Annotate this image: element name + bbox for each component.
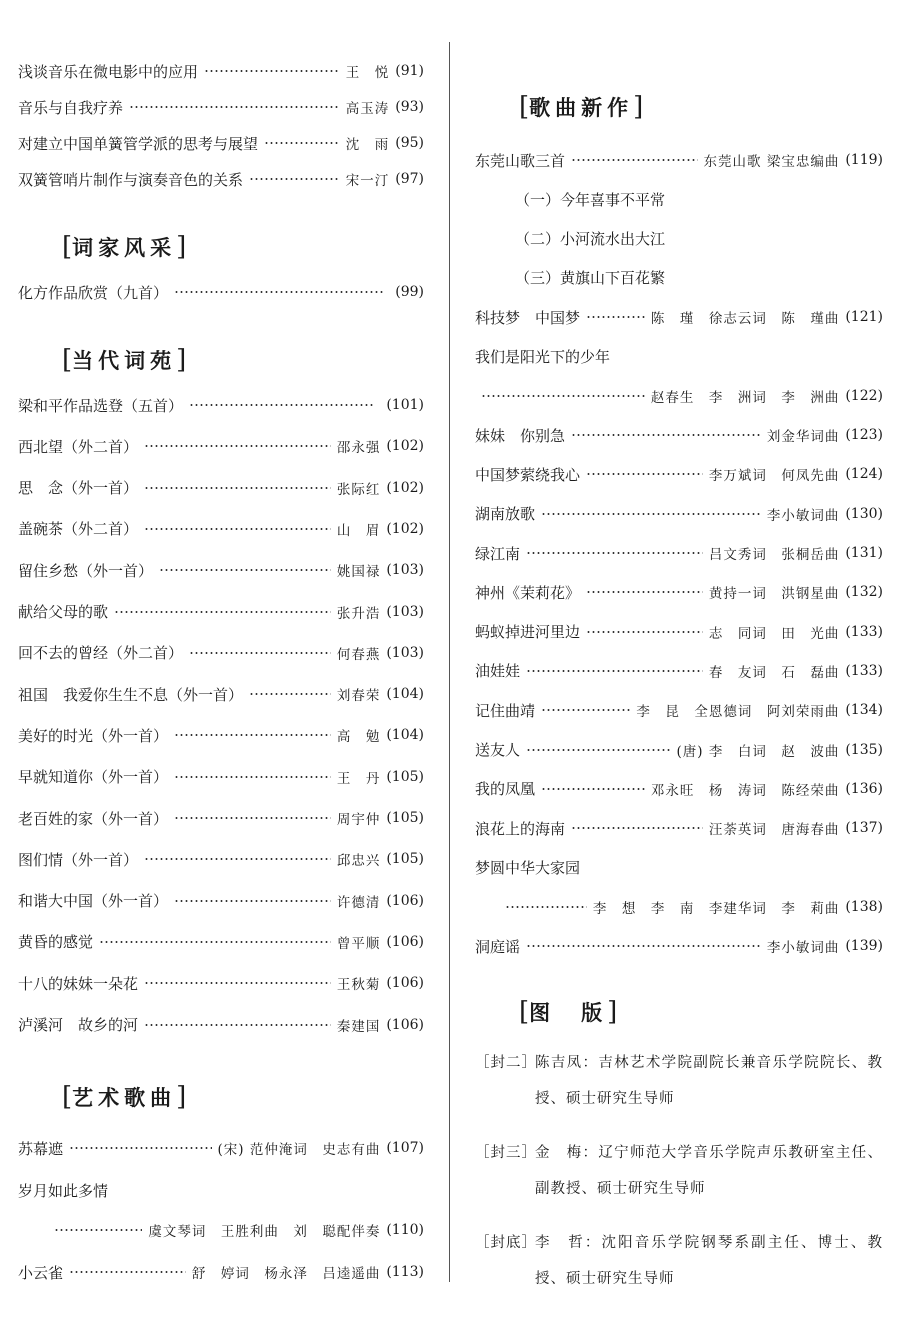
entry-page: (104): [386, 727, 424, 744]
toc-entry: [475, 659, 883, 683]
entry-title: 盖碗茶（外二首）: [18, 520, 139, 539]
bracket-right: ]: [176, 1082, 187, 1112]
plate-text: 陈吉凤：吉林艺术学院副院长兼音乐学院院长、教授、硕士研究生导师: [535, 1055, 883, 1107]
entry-title: 黄昏的感觉: [18, 933, 94, 952]
leader-dots: [586, 591, 703, 593]
entry-author: 邱忠兴: [336, 853, 381, 870]
section-title: 艺术歌曲: [72, 1085, 177, 1110]
entry-title: 浅谈音乐在微电影中的应用: [18, 62, 199, 81]
entry-title: 科技梦 中国梦: [475, 308, 581, 327]
entry-author: 曾平顺: [336, 935, 381, 952]
entry-author: 沈 雨: [345, 137, 390, 153]
entry-page: (97): [395, 171, 424, 187]
entry-author: 刘金华词曲: [766, 429, 840, 446]
toc-entry: [475, 384, 883, 408]
toc-entry: [475, 148, 883, 172]
section-title: 图 版: [529, 1000, 608, 1025]
entry-author: 刘春荣: [336, 688, 381, 705]
entry-title: 东莞山歌三首: [475, 151, 566, 170]
toc-entry: [475, 816, 883, 840]
leader-dots: [144, 445, 331, 447]
leader-dots: [505, 906, 587, 908]
leader-dots: [144, 858, 331, 860]
entry-author: 宋一汀: [345, 173, 390, 189]
entry-page: (106): [386, 1016, 424, 1033]
toc-entry: [18, 59, 424, 83]
toc-entry: [18, 517, 424, 541]
entry-author: 许德清: [336, 894, 381, 911]
toc-entry: [475, 541, 883, 565]
entry-page: (103): [386, 603, 424, 620]
toc-entry: [18, 476, 424, 500]
toc-entry: [18, 641, 424, 665]
entry-page: (107): [386, 1140, 424, 1156]
leader-dots: [204, 70, 340, 72]
plate-tag: ［封三］: [475, 1145, 537, 1161]
entry-page: (122): [845, 387, 883, 404]
entry-page: (138): [845, 898, 883, 915]
entry-page: (106): [386, 933, 424, 950]
toc-entry: [475, 738, 883, 762]
entry-page: (130): [845, 505, 883, 522]
leader-dots: [526, 552, 703, 554]
toc-entry: [18, 806, 424, 830]
bracket-right: ]: [633, 92, 644, 122]
section-heading: [62, 232, 186, 262]
entry-author: 李 想 李 南 李建华词 李 莉曲: [592, 900, 840, 917]
entry-title: 浪花上的海南: [475, 819, 566, 838]
toc-entry: [475, 934, 883, 958]
leader-dots: [249, 693, 331, 695]
entry-title: 十八的妹妹一朵花: [18, 974, 139, 993]
entry-page: (139): [845, 938, 883, 954]
entry-author: 秦建国: [336, 1018, 381, 1035]
toc-entry: [18, 1136, 424, 1160]
entry-author: 山 眉: [336, 522, 381, 539]
entry-title: 苏幕遮: [18, 1139, 64, 1158]
entry-title: 音乐与自我疗养: [18, 98, 124, 117]
entry-page: (106): [386, 892, 424, 909]
entry-page: (102): [386, 438, 424, 455]
leader-dots: [541, 709, 630, 711]
entry-page: (133): [845, 623, 883, 640]
entry-title: 洞庭谣: [475, 937, 521, 956]
toc-entry: [18, 434, 424, 458]
entry-title: 献给父母的歌: [18, 603, 109, 621]
entry-title: 送友人: [475, 741, 521, 759]
toc-entry: [475, 462, 883, 486]
entry-page: (103): [386, 644, 424, 661]
entry-title: 小云雀: [18, 1263, 64, 1282]
entry-author: 何春燕: [336, 646, 381, 663]
section-heading: [519, 92, 643, 122]
toc-entry: [18, 167, 424, 191]
bracket-left: [: [519, 997, 530, 1027]
entry-title: 妹妹 你别急: [475, 426, 566, 445]
toc-entry: [18, 1260, 424, 1284]
entry-author: 邓永旺 杨 涛词 陈经荣曲: [650, 782, 840, 799]
entry-page: (101): [386, 397, 424, 413]
toc-entry: [475, 620, 883, 644]
toc-entry: [18, 682, 424, 706]
section-title: 当代词苑: [72, 348, 177, 373]
section-title: 歌曲新作: [529, 95, 634, 120]
toc-entry: [18, 95, 424, 119]
entry-title: 双簧管哨片制作与演奏音色的关系: [18, 170, 244, 189]
entry-author: (唐) 李 白词 赵 波曲: [676, 743, 840, 760]
toc-entry: [48, 1218, 424, 1242]
entry-page: (93): [395, 99, 424, 115]
toc-entry: [18, 600, 424, 624]
song-sub-entry: （三）黄旗山下百花繁: [515, 269, 666, 288]
entry-title: 梦圆中华大家园: [475, 858, 581, 877]
entry-page: (105): [386, 810, 424, 826]
bracket-left: [: [62, 345, 73, 375]
entry-page: (132): [845, 584, 883, 601]
entry-page: (137): [845, 820, 883, 837]
entry-title: 早就知道你（外一首）: [18, 768, 169, 787]
entry-page: (113): [386, 1264, 424, 1280]
entry-author: 陈 瑾 徐志云词 陈 瑾曲: [650, 311, 840, 328]
entry-page: (123): [845, 427, 883, 444]
leader-dots: [174, 776, 331, 778]
entry-title: 美好的时光（外一首）: [18, 726, 169, 745]
entry-author: 李 昆 全恩德词 阿刘荣雨曲: [636, 704, 840, 721]
entry-title: 留住乡愁（外一首）: [18, 561, 154, 580]
leader-dots: [571, 434, 761, 436]
toc-entry: [475, 855, 883, 879]
leader-dots: [571, 159, 698, 161]
toc-entry: [18, 558, 424, 582]
entry-author: 志 同词 田 光曲: [708, 625, 840, 642]
toc-entry: [18, 1178, 424, 1202]
entry-page: (135): [845, 741, 883, 758]
toc-entry: [18, 723, 424, 747]
leader-dots: [189, 652, 331, 654]
section-heading: [62, 1082, 186, 1112]
leader-dots: [129, 106, 340, 108]
entry-author: 春 友词 石 磊曲: [708, 664, 840, 681]
entry-title: 绿江南: [475, 544, 521, 563]
leader-dots: [586, 316, 645, 318]
entry-page: (99): [395, 284, 424, 300]
entry-title: 化方作品欣赏（九首）: [18, 283, 169, 302]
entry-page: (104): [386, 686, 424, 703]
toc-entry: [18, 393, 424, 417]
toc-entry: [475, 502, 883, 526]
entry-title: 图们情（外一首）: [18, 850, 139, 869]
entry-page: (102): [386, 520, 424, 537]
entry-page: (105): [386, 768, 424, 785]
entry-author: 李小敏词曲: [766, 940, 840, 956]
entry-title: 老百姓的家（外一首）: [18, 809, 169, 828]
entry-title: 记住曲靖: [475, 701, 536, 720]
entry-author: 黄持一词 洪钢星曲: [708, 586, 840, 603]
leader-dots: [69, 1271, 186, 1273]
bracket-right: ]: [607, 997, 618, 1027]
song-sub-entry: （一）今年喜事不平常: [515, 190, 666, 209]
toc-entry: [475, 580, 883, 604]
entry-title: 回不去的曾经（外二首）: [18, 644, 184, 663]
entry-page: (134): [845, 702, 883, 719]
entry-title: 湖南放歌: [475, 505, 536, 524]
entry-author: 高 勉: [336, 729, 381, 746]
plate-credit: [475, 1225, 883, 1297]
plate-tag: ［封二］: [475, 1055, 537, 1071]
entry-page: (119): [845, 152, 883, 168]
leader-dots: [54, 1229, 142, 1231]
entry-title: 思 念（外一首）: [18, 479, 139, 498]
entry-author: 舒 婷词 杨永泽 吕逵遥曲: [191, 1266, 381, 1282]
bracket-left: [: [519, 92, 530, 122]
leader-dots: [144, 1024, 331, 1026]
entry-author: 王 悦: [345, 65, 390, 81]
toc-entry: [475, 305, 883, 329]
leader-dots: [586, 631, 703, 633]
toc-entry: [475, 698, 883, 722]
entry-title: 油娃娃: [475, 662, 521, 681]
section-heading: [519, 997, 617, 1027]
bracket-left: [: [62, 232, 73, 262]
leader-dots: [174, 900, 331, 902]
entry-page: (106): [386, 975, 424, 992]
entry-page: (133): [845, 662, 883, 679]
entry-title: 祖国 我爱你生生不息（外一首）: [18, 685, 244, 704]
leader-dots: [144, 487, 331, 489]
leader-dots: [144, 982, 331, 984]
toc-entry: [475, 423, 883, 447]
entry-page: (103): [386, 562, 424, 579]
entry-author: 张升浩: [336, 605, 381, 622]
bracket-right: ]: [176, 345, 187, 375]
plate-text: 李 哲：沈阳音乐学院钢琴系副主任、博士、教授、硕士研究生导师: [535, 1235, 883, 1287]
toc-entry: [18, 1013, 424, 1037]
entry-title: 西北望（外二首）: [18, 437, 139, 456]
leader-dots: [571, 827, 703, 829]
toc-entry: [499, 895, 883, 919]
entry-title: 梁和平作品选登（五首）: [18, 396, 184, 415]
entry-author: 姚国禄: [336, 564, 381, 581]
entry-title: 我的凤凰: [475, 780, 536, 799]
entry-page: (105): [386, 851, 424, 868]
leader-dots: [586, 473, 703, 475]
toc-entry: [18, 971, 424, 995]
entry-author: 虞文琴词 王胜利曲 刘 聪配伴奏: [148, 1224, 381, 1240]
toc-entry: [475, 345, 883, 369]
entry-author: 东莞山歌 梁宝忠编曲: [703, 154, 840, 170]
entry-page: (131): [845, 545, 883, 561]
leader-dots: [541, 513, 761, 515]
entry-page: (95): [395, 135, 424, 151]
entry-author: (宋) 范仲淹词 史志有曲: [217, 1142, 381, 1158]
leader-dots: [114, 611, 331, 613]
leader-dots: [144, 528, 331, 530]
bracket-right: ]: [176, 232, 187, 262]
entry-title: 中国梦萦绕我心: [475, 465, 581, 484]
entry-author: 高玉涛: [345, 101, 390, 117]
column-divider: [449, 42, 450, 1282]
entry-page: (91): [395, 63, 424, 79]
toc-entry: [18, 280, 424, 304]
plate-text: 金 梅：辽宁师范大学音乐学院声乐教研室主任、副教授、硕士研究生导师: [535, 1145, 883, 1197]
entry-page: (121): [845, 309, 883, 326]
leader-dots: [249, 178, 340, 180]
toc-entry: [18, 889, 424, 913]
leader-dots: [174, 817, 331, 819]
entry-author: 汪荼英词 唐海春曲: [708, 822, 840, 839]
entry-title: 泸溪河 故乡的河: [18, 1016, 139, 1034]
toc-entry: [18, 765, 424, 789]
entry-title: 我们是阳光下的少年: [475, 348, 611, 366]
leader-dots: [159, 569, 331, 571]
entry-author: 王秋菊: [336, 977, 381, 994]
section-heading: [62, 345, 186, 375]
entry-title: 岁月如此多情: [18, 1181, 109, 1200]
entry-page: (102): [386, 479, 424, 496]
entry-page: (124): [845, 466, 883, 483]
toc-entry: [18, 847, 424, 871]
entry-author: 张际红: [336, 481, 381, 498]
entry-title: 对建立中国单簧管学派的思考与展望: [18, 134, 259, 153]
leader-dots: [481, 395, 645, 397]
section-title: 词家风采: [72, 235, 177, 260]
entry-page: (110): [386, 1222, 424, 1238]
leader-dots: [526, 945, 761, 947]
entry-author: 吕文秀词 张桐岳曲: [708, 547, 840, 563]
leader-dots: [526, 670, 703, 672]
leader-dots: [264, 142, 340, 144]
entry-title: 蚂蚁掉进河里边: [475, 623, 581, 642]
toc-entry: [475, 777, 883, 801]
entry-author: 赵春生 李 洲词 李 洲曲: [650, 389, 840, 406]
plate-credit: [475, 1045, 883, 1117]
entry-author: 李万斌词 何凤先曲: [708, 468, 840, 485]
leader-dots: [541, 788, 645, 790]
leader-dots: [526, 749, 671, 751]
leader-dots: [174, 291, 383, 293]
entry-author: 周宇仲: [336, 812, 381, 828]
plate-credit: [475, 1135, 883, 1207]
entry-page: (136): [845, 780, 883, 797]
song-sub-entry: （二）小河流水出大江: [515, 230, 666, 249]
entry-author: 王 丹: [336, 770, 381, 787]
entry-author: 邵永强: [336, 440, 381, 457]
plate-tag: ［封底］: [475, 1235, 537, 1251]
leader-dots: [174, 734, 331, 736]
toc-entry: [18, 930, 424, 954]
toc-entry: [18, 131, 424, 155]
entry-title: 神州《茉莉花》: [475, 583, 581, 602]
entry-author: 李小敏词曲: [766, 507, 840, 524]
leader-dots: [189, 404, 374, 406]
leader-dots: [69, 1147, 212, 1149]
entry-title: 和谐大中国（外一首）: [18, 892, 169, 911]
leader-dots: [99, 941, 331, 943]
bracket-left: [: [62, 1082, 73, 1112]
